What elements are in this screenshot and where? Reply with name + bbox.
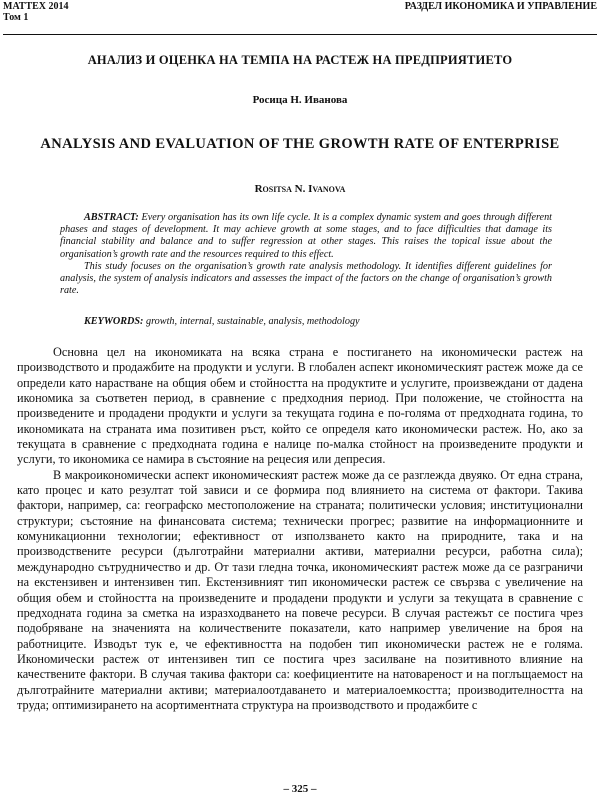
keywords-label: KEYWORDS: — [84, 316, 144, 327]
title-bulgarian: АНАЛИЗ И ОЦЕНКА НА ТЕМПА НА РАСТЕЖ НА ПРЕДПРИЯТИЕТО — [87, 53, 513, 67]
abstract-text-1: Every organisation has its own life cycle. It is a complex dynamic system and goes through different phases and stages of development. It may achieve growth at some stages, and to face difficulties that damage its financial stability and balance and to suffer regression at other stages. This raises the topical issue about the organisation’s growth rate and the resources required to this effect. — [60, 212, 553, 260]
body-paragraph-1: Основна цел на икономиката на всяка страна е постигането на икономически растеж на производството и продажбите на продукти и услуги. В глобален аспект икономическият растеж може да се определи като нарастване на общия обем и стойността на продуктите и услугите, произвеждани от дадена икономика за съответен период, в сравнение с предходния период. При положение, че стойността на произведените и продадени продукти и услуги за текущата година е по-голяма от предходната година, то икономиката на страната има позитивен ръст, който се определя като икономически растеж. Но, ако за текущата в сравнение с предходната година е налице по-малка стойност на произведените продукти и услуги, то икономика се намира в състояние на рецесия или депресия. — [17, 345, 583, 467]
author-english: Rositsa N. Ivanova — [254, 183, 346, 195]
journal-info — [3, 1, 69, 23]
keywords — [60, 316, 552, 328]
abstract-label: ABSTRACT: — [84, 212, 139, 223]
body-paragraph-2: В макроикономически аспект икономическият растеж може да се разглежда двуяко. От една страна, като процес и като резултат той зависи и се формира под влиянието на система от фактори. Такива фактори, например, са: географско местоположение на страната; политически условия; институционални структури; състояние на финансовата система; технически прогрес; развитие на информационните и комуникационни технологии; ефективност от използването както на природните, така и на производствените ресурси (дълготрайни материални активи, материални ресурси, работна сила); международно сътрудничество и др. От тази гледна точка, икономическият растеж може да се разграничи на екстензивен и интензивен тип. Екстензивният тип икономически растеж се свързва с увеличение на общия обем и стойността на произведените и продадени продукти и услуги за текущата в сравнение с предходната година за сметка на изразходването на повече ресурси. В случая растежът се постига чрез подобряване на значенията на количествените показатели, като например увеличение на броя на работниците. Изводът тук е, че ефективността на подобен тип икономически растеж не е голяма. Икономически растеж от интензивен тип се постига чрез засилване на позитивното влияние на качествените фактори. В случая такива фактори са: коефициентите на натовареност и на поглъщаемост на дълготрайните материални активи; материалоотдаването и материалоемкостта; производителността на труда; оптимизирането на асортиментната структура на производството и продажбите с — [17, 467, 583, 712]
author-bulgarian: Росица Н. Иванова — [252, 94, 348, 106]
abstract-paragraph-2: This study focuses on the organisation’s growth rate analysis methodology. It identifies different guidelines for analysis, the system of analysis indicators and assesses the impact of the factors on the change of organisation’s growth rate. — [60, 260, 552, 297]
title-english: ANALYSIS AND EVALUATION OF THE GROWTH RATE OF ENTERPRISE — [40, 136, 560, 152]
keywords-text: growth, internal, sustainable, analysis, methodology — [146, 316, 360, 327]
volume-label: Том 1 — [3, 12, 29, 23]
abstract-paragraph-1 — [60, 212, 552, 261]
body-text — [17, 345, 583, 713]
running-header — [3, 0, 597, 35]
journal-name: МАТТЕХ 2014 — [3, 1, 69, 12]
section-label: РАЗДЕЛ ИКОНОМИКА И УПРАВЛЕНИЕ — [404, 1, 597, 12]
abstract — [60, 212, 552, 297]
page-number: – 325 – — [283, 783, 317, 795]
